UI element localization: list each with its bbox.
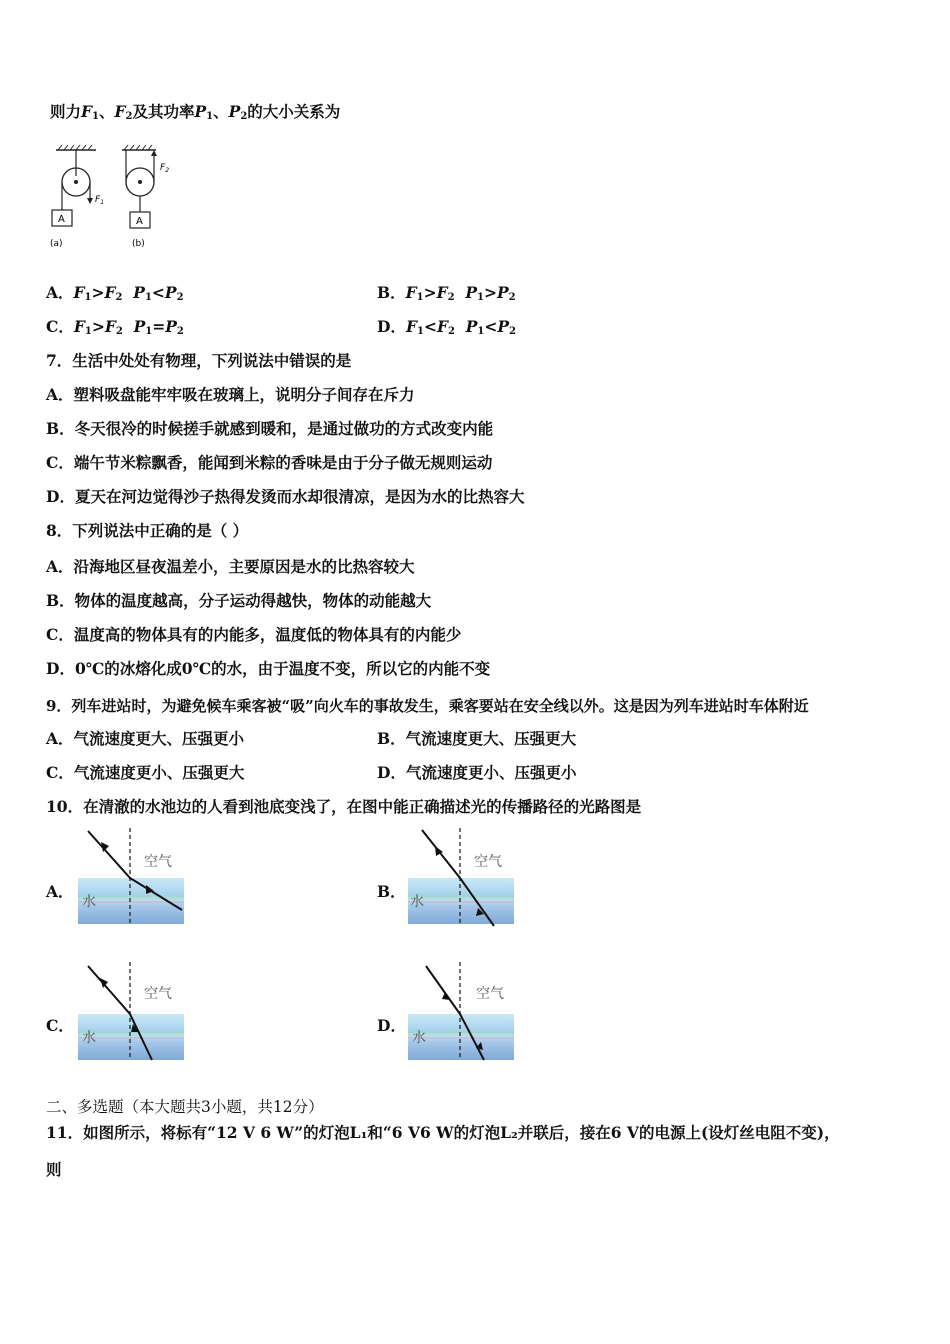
water-label: 水: [82, 894, 96, 910]
fig-a-label: (a): [50, 239, 63, 249]
water-label: 水: [410, 894, 424, 910]
q10-option-a-label[interactable]: A．: [46, 882, 74, 901]
q9-option-b[interactable]: B．气流速度更大、压强更大: [377, 729, 577, 748]
q8-option-d[interactable]: D．0℃的冰熔化成0℃的水，由于温度不变，所以它的内能不变: [46, 659, 491, 678]
section2-title: 二、多选题（本大题共3小题，共12分）: [46, 1098, 324, 1116]
air-label: 空气: [144, 854, 172, 870]
water-label: 水: [412, 1030, 426, 1046]
q7-stem: 7．生活中处处有物理，下列说法中错误的是: [46, 351, 352, 370]
q9-stem: 9．列车进站时，为避免候车乘客被“吸”向火车的事故发生，乘客要站在安全线以外。这是因为列车进站时车体附近: [46, 697, 809, 715]
q8-option-a[interactable]: A．沿海地区昼夜温差小，主要原因是水的比热容较大: [46, 557, 415, 576]
f1-label: $F_1$: [95, 195, 105, 206]
q7-option-a[interactable]: A．塑料吸盘能牢牢吸在玻璃上，说明分子间存在斥力: [46, 385, 415, 404]
q9-option-a[interactable]: A．气流速度更大、压强更小: [46, 729, 245, 748]
q7-option-c[interactable]: C．端午节米粽飘香，能闻到米粽的香味是由于分子做无规则运动: [46, 453, 493, 472]
q10-figure-c[interactable]: [76, 962, 188, 1062]
q8-stem: 8．下列说法中正确的是（ ）: [46, 521, 249, 540]
q10-option-c-label[interactable]: C．: [46, 1016, 74, 1035]
q10-stem: 10．在清澈的水池边的人看到池底变浅了，在图中能正确描述光的传播路径的光路图是: [46, 797, 642, 816]
q6-stem: 则力$F_1$、$F_2$及其功率$P_1$、$P_2$的大小关系为: [50, 102, 341, 122]
q7-option-d[interactable]: D．夏天在河边觉得沙子热得发烫而水却很清凉，是因为水的比热容大: [46, 487, 525, 506]
q7-option-b[interactable]: B．冬天很冷的时候搓手就感到暖和，是通过做功的方式改变内能: [46, 419, 494, 438]
q10-option-b-label[interactable]: B．: [377, 882, 406, 901]
q10-figure-d[interactable]: [406, 962, 518, 1062]
q10-figure-a[interactable]: [76, 828, 188, 928]
q10-figure-b[interactable]: [406, 828, 518, 928]
block-b-label: A: [136, 216, 143, 227]
q6-option-c[interactable]: C．$F_1>F_2$ $P_1=P_2$: [46, 317, 184, 337]
fig-b-label: (b): [132, 239, 145, 249]
air-label: 空气: [474, 854, 502, 870]
q10-option-d-label[interactable]: D．: [377, 1016, 406, 1035]
pulley-figure: [44, 140, 184, 255]
q9-option-d[interactable]: D．气流速度更小、压强更小: [377, 763, 577, 782]
f2-label: $F_2$: [160, 163, 170, 174]
q11-stem-cont: 则: [46, 1160, 62, 1179]
air-label: 空气: [144, 986, 172, 1002]
q6-option-b[interactable]: B．$F_1>F_2$ $P_1>P_2$: [377, 283, 516, 303]
q6-option-a[interactable]: A．$F_1>F_2$ $P_1<P_2$: [46, 283, 184, 303]
q8-option-c[interactable]: C．温度高的物体具有的内能多，温度低的物体具有的内能少: [46, 625, 462, 644]
q9-option-c[interactable]: C．气流速度更小、压强更大: [46, 763, 245, 782]
block-a-label: A: [58, 214, 65, 225]
q6-option-d[interactable]: D．$F_1<F_2$ $P_1<P_2$: [377, 317, 516, 337]
q11-stem: 11．如图所示，将标有“12 V 6 W”的灯泡L₁和“6 V6 W的灯泡L₂并联后，接在6 V的电源上(设灯丝电阻不变)，: [46, 1123, 840, 1142]
q8-option-b[interactable]: B．物体的温度越高，分子运动得越快，物体的动能越大: [46, 591, 432, 610]
water-label: 水: [82, 1030, 96, 1046]
air-label: 空气: [476, 986, 504, 1002]
